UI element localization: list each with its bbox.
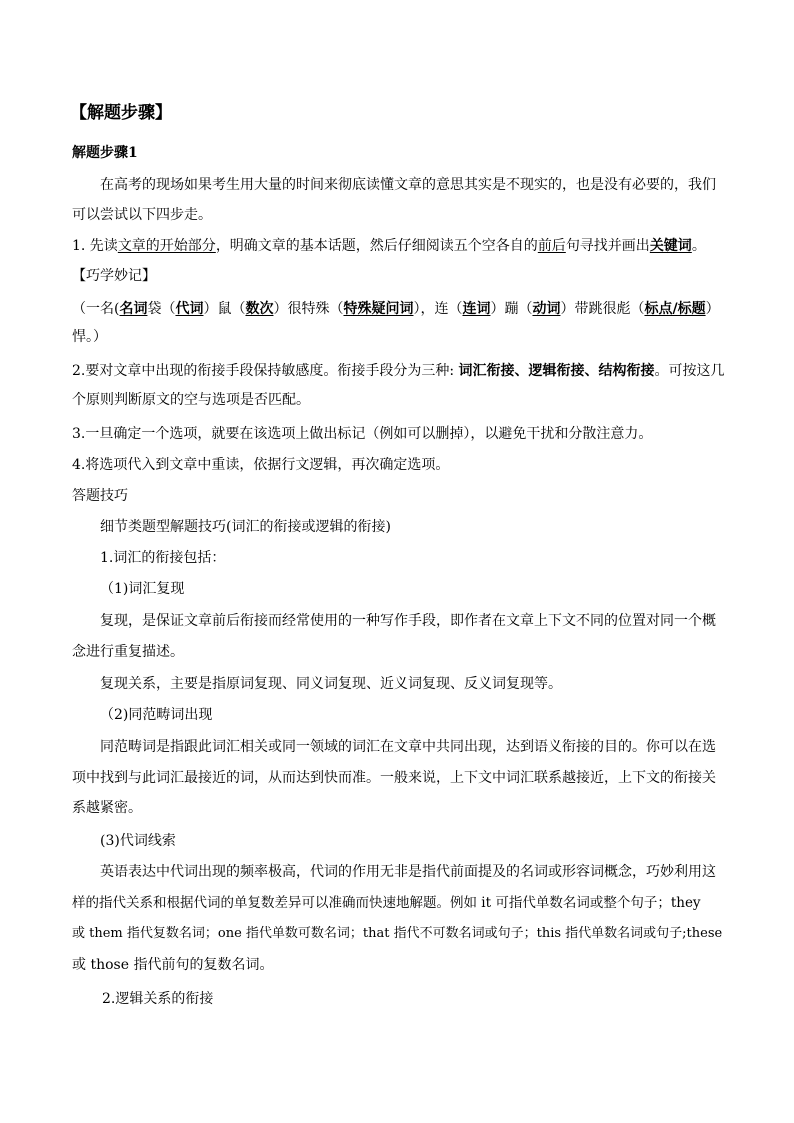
item-1-text-c: ，明确文章的基本话题，然后仔细阅读五个空各自的 <box>215 238 538 254</box>
memo-a: （一名( <box>72 301 120 317</box>
item-1-underlined-beginning: 文章的开始部分 <box>117 238 216 254</box>
sub3-line-1: 英语表达中代词出现的频率极高，代词的作用无非是指代前面提及的名词或形容词概念，巧妙利用这 <box>100 864 716 880</box>
sub3-line-4: 或 those 指代前句的复数名词。 <box>72 957 274 973</box>
memo-title: 【巧学妙记】 <box>72 268 156 284</box>
memo-e: ）鼠（ <box>203 301 246 317</box>
item-4: 4.将选项代入到文章中重读，依据行文逻辑，再次确定选项。 <box>72 457 450 473</box>
item-2-text-c: 。可按这几 <box>654 363 725 379</box>
memo-m: ）带跳很彪（ <box>560 301 645 317</box>
sub2-line-2: 项中找到与此词汇最接近的词，从而达到快而准。一般来说，上下文中词汇联系越接近，上下文的衔接关 <box>72 770 716 786</box>
memo-noun: 名词 <box>119 301 148 317</box>
memo-conjunction: 连词 <box>462 301 491 317</box>
sub2-title: （2)同范畴词出现 <box>100 707 213 723</box>
memo-o: ） <box>705 301 720 317</box>
memo-verb: 动词 <box>532 301 561 317</box>
item-2-cohesion-types: 词汇衔接、逻辑衔接、结构衔接 <box>458 363 655 379</box>
sub3-line-2: 样的指代关系和根据代词的单复数差异可以准确而快速地解题。例如 it 可指代单数名词或整个句子；they <box>72 895 701 911</box>
memo-c: 袋（ <box>147 301 176 317</box>
memo-punctuation: 标点/标题 <box>644 301 706 317</box>
memo-numeral: 数次 <box>245 301 274 317</box>
sub1-p1-line-2: 念进行重复描述。 <box>72 644 184 660</box>
item-1-keywords: 关键词 <box>649 238 692 254</box>
sub1-title: （1)词汇复现 <box>100 581 185 597</box>
detail-title: 细节类题型解题技巧(词汇的衔接或逻辑的衔接) <box>100 519 391 535</box>
memo-k: ）蹦（ <box>490 301 533 317</box>
tips-title: 答题技巧 <box>72 488 128 504</box>
logic-title: 2.逻辑关系的衔接 <box>102 991 214 1007</box>
item-3: 3.一旦确定一个选项，就要在该选项上做出标记（例如可以删掉），以避免干扰和分散注意力。 <box>72 426 653 442</box>
intro-line-2: 可以尝试以下四步走。 <box>72 207 212 223</box>
item-1-underlined-before-after: 前后 <box>537 238 566 254</box>
item-1 <box>72 237 706 255</box>
item-1-text-a: 1. 先读 <box>72 238 118 254</box>
lexical-title: 1.词汇的衔接包括： <box>100 550 226 566</box>
memo-i: ），连（ <box>413 301 463 317</box>
memo-line-2: 悍。） <box>72 329 107 345</box>
sub1-p1-line-1: 复现，是保证文章前后衔接而经常使用的一种写作手段，即作者在文章上下文不同的位置对同一个概 <box>100 613 716 629</box>
sub3-line-3: 或 them 指代复数名词；one 指代单数可数名词；that 指代不可数名词或句子；this 指代单数名词或句子;these <box>72 926 723 941</box>
sub3-title: (3)代词线索 <box>100 833 176 849</box>
item-1-text-e: 句寻找并画出 <box>565 238 650 254</box>
sub1-p2: 复现关系，主要是指原词复现、同义词复现、近义词复现、反义词复现等。 <box>100 676 562 692</box>
intro-line-1: 在高考的现场如果考生用大量的时间来彻底读懂文章的意思其实是不现实的，也是没有必要的，我们 <box>100 177 716 193</box>
sub2-line-3: 系越紧密。 <box>72 800 142 816</box>
step1-title: 解题步骤1 <box>72 145 138 161</box>
memo-g: ）很特殊（ <box>273 301 344 317</box>
section-heading: 【解题步骤】 <box>70 103 172 123</box>
memo-line-1 <box>72 300 720 318</box>
item-2-line-2: 个原则判断原文的空与选项是否匹配。 <box>72 392 310 408</box>
item-2-text-a: 2.要对文章中出现的衔接手段保持敏感度。衔接手段分为三种: <box>72 363 459 379</box>
memo-wh-word: 特殊疑问词 <box>343 301 414 317</box>
item-2-line-1 <box>72 362 725 380</box>
item-1-text-g: 。 <box>691 238 706 254</box>
memo-pronoun: 代词 <box>175 301 204 317</box>
sub2-line-1: 同范畴词是指跟此词汇相关或同一领域的词汇在文章中共同出现，达到语义衔接的目的。你可以在选 <box>100 739 716 755</box>
